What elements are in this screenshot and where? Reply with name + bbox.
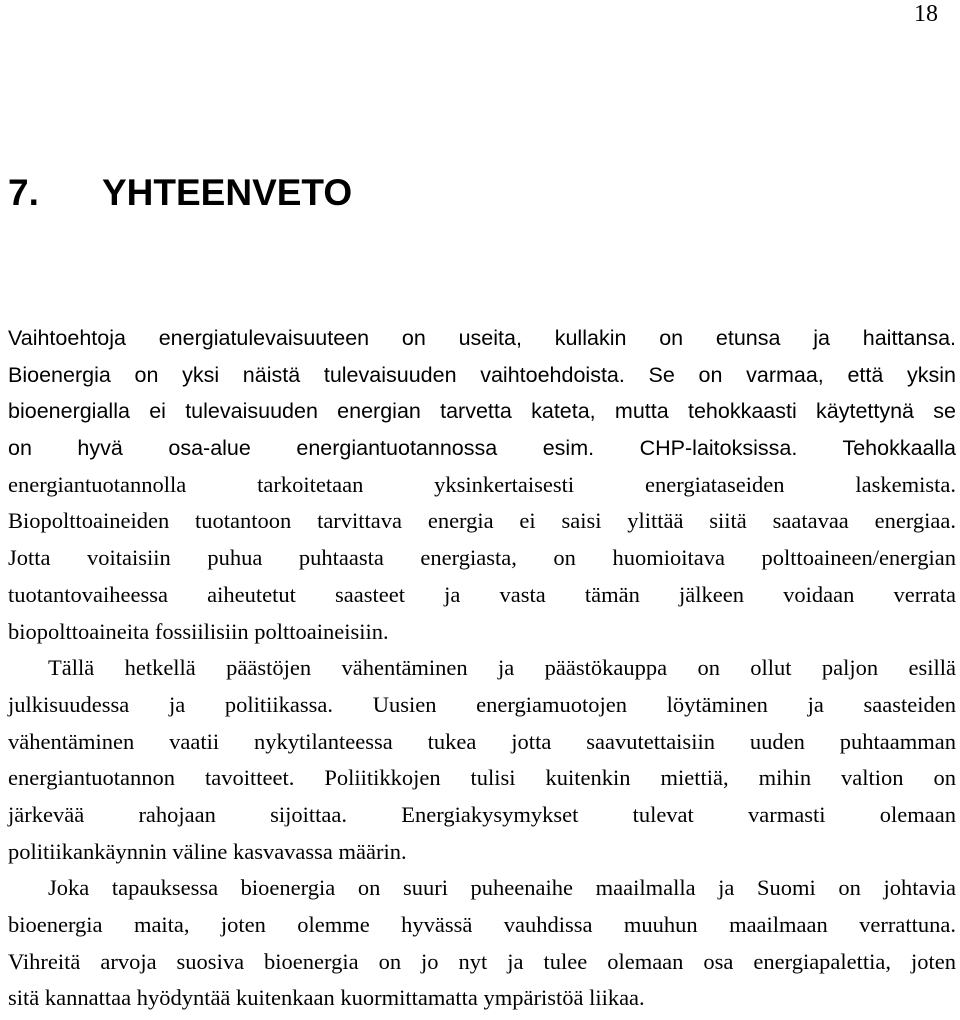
text-line: Bioenergia on yksi näistä tulevaisuuden vaihtoehdoista. Se on varmaa, että yksin <box>8 362 956 387</box>
text-line: Tällä hetkellä päästöjen vähentäminen ja päästökauppa on ollut paljon esillä <box>48 655 956 681</box>
text-line: Biopolttoaineiden tuotantoon tarvittava energia ei saisi ylittää siitä saatavaa energiaa. <box>8 508 956 534</box>
text-line: järkevää rahojaan sijoittaa. Energiakysymykset tulevat varmasti olemaan <box>8 801 956 827</box>
text-line: biopolttoaineita fossiilisiin polttoaineisiin. <box>8 618 389 644</box>
paragraph <box>8 320 956 650</box>
body-text <box>8 320 956 1017</box>
text-line: bioenergialla ei tulevaisuuden energian tarvetta kateta, mutta tehokkaasti käytettynä se <box>8 399 956 424</box>
page-number: 18 <box>914 1 938 27</box>
text-line: energiantuotannolla tarkoitetaan yksinkertaisesti energiataseiden laskemista. <box>8 471 956 497</box>
chapter-title: YHTEENVETO <box>102 172 353 213</box>
text-line: Jotta voitaisiin puhua puhtaasta energiasta, on huomioitava polttoaineen/energian <box>8 545 956 571</box>
text-line: energiantuotannon tavoitteet. Poliitikkojen tulisi kuitenkin miettiä, mihin valtion on <box>8 765 956 791</box>
text-line: on hyvä osa-alue energiantuotannossa esim. CHP-laitoksissa. Tehokkaalla <box>8 436 956 461</box>
chapter-number: 7. <box>8 172 39 213</box>
text-line: julkisuudessa ja politiikassa. Uusien energiamuotojen löytäminen ja saasteiden <box>8 691 956 717</box>
text-line: tuotantovaiheessa aiheutetut saasteet ja vasta tämän jälkeen voidaan verrata <box>8 581 956 607</box>
text-line: Joka tapauksessa bioenergia on suuri puheenaihe maailmalla ja Suomi on johtavia <box>48 875 956 901</box>
text-line: vähentäminen vaatii nykytilanteessa tukea jotta saavutettaisiin uuden puhtaamman <box>8 728 956 754</box>
paragraph <box>8 650 956 870</box>
chapter-heading <box>8 170 352 216</box>
text-line: Vihreitä arvoja suosiva bioenergia on jo nyt ja tulee olemaan osa energiapalettia, joten <box>8 948 956 974</box>
text-line: bioenergia maita, joten olemme hyvässä vauhdissa muuhun maailmaan verrattuna. <box>8 912 956 937</box>
text-line: Vaihtoehtoja energiatulevaisuuteen on useita, kullakin on etunsa ja haittansa. <box>8 326 956 350</box>
paragraph <box>8 870 956 1017</box>
text-line: politiikankäynnin väline kasvavassa määrin. <box>8 838 407 864</box>
text-line: sitä kannattaa hyödyntää kuitenkaan kuormittamatta ympäristöä liikaa. <box>8 985 645 1011</box>
